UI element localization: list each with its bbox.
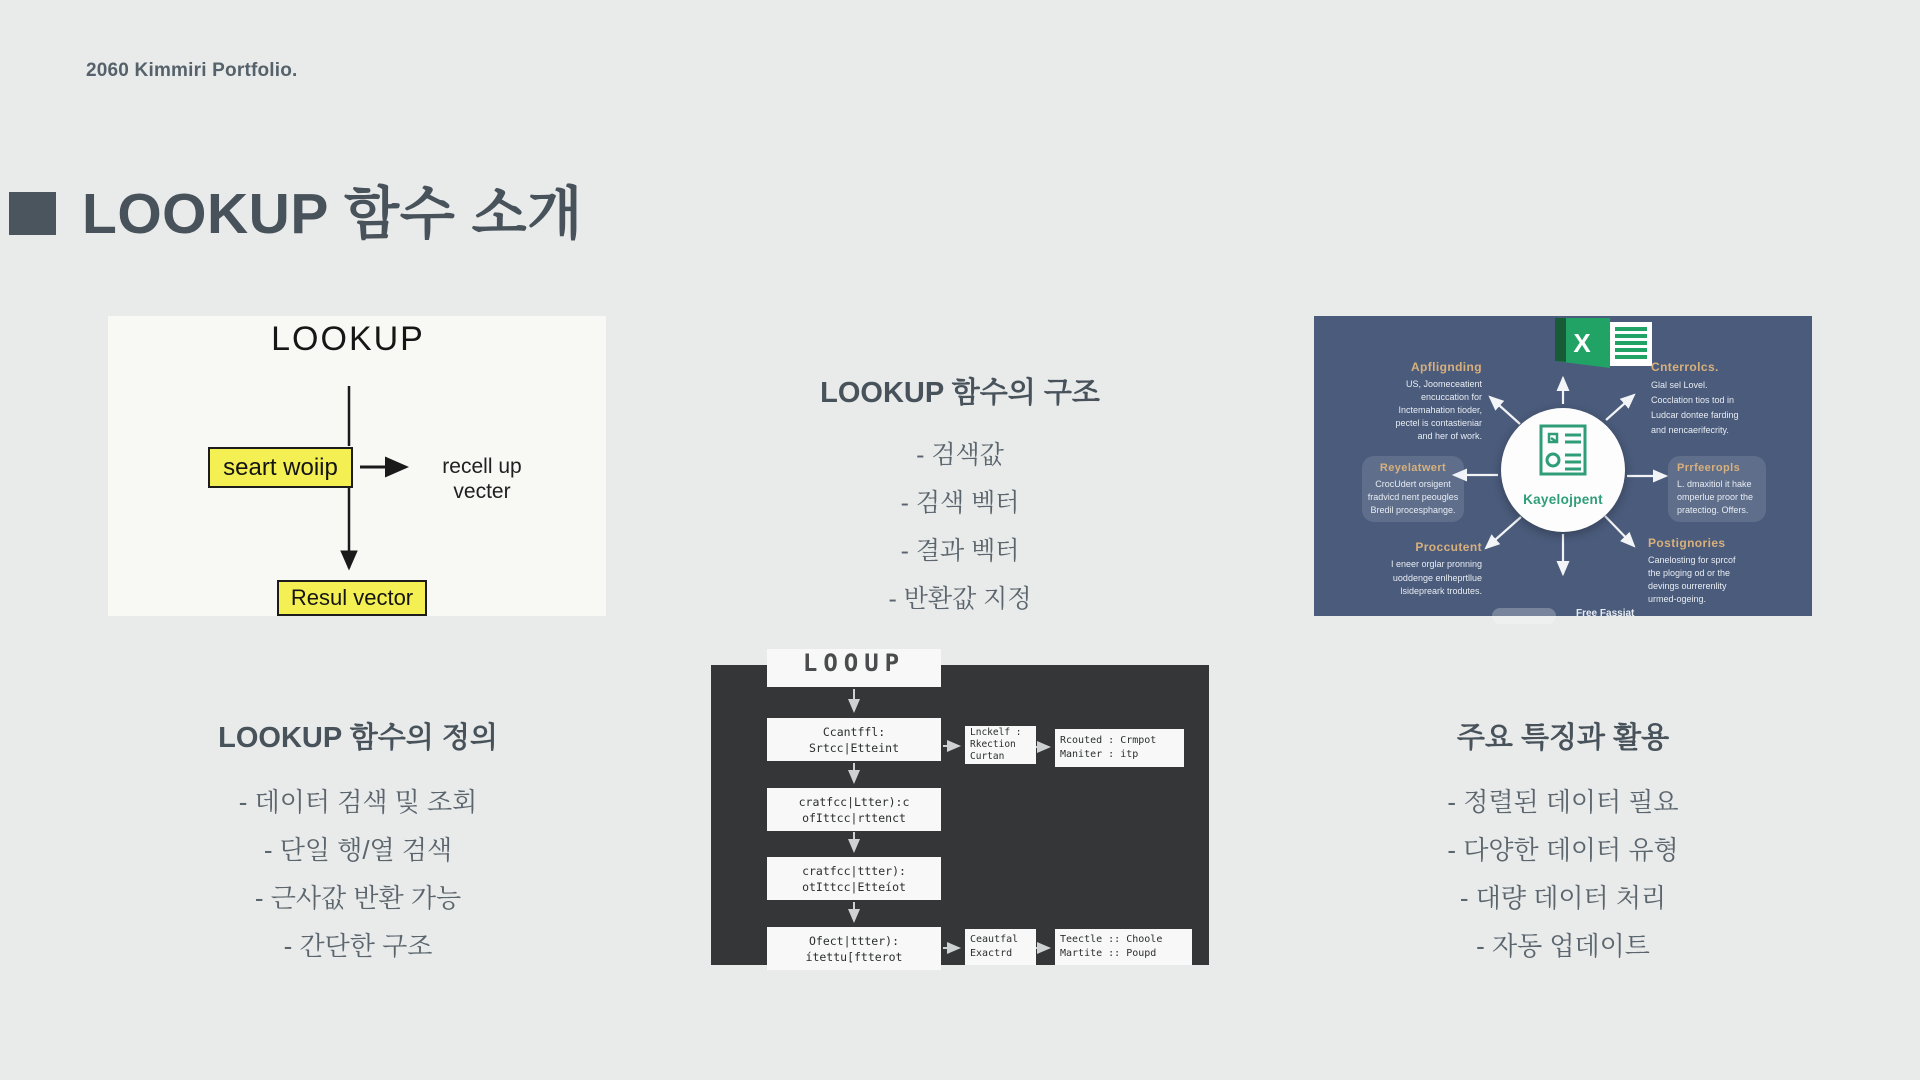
flow-side-box-1b: [1055, 729, 1184, 767]
definition-heading: LOOKUP 함수의 정의: [218, 722, 498, 754]
mindmap-midright-line: omperlue proor the: [1677, 492, 1754, 502]
flow-top-box: LOOUP: [767, 649, 941, 687]
structure-item: - 검색 벡터: [900, 489, 1020, 517]
structure-list: [710, 431, 1210, 623]
flowchart-image: [711, 649, 1209, 965]
features-item: - 다양한 데이터 유형: [1447, 835, 1679, 865]
mindmap-bottomright-block: [1648, 536, 1803, 606]
mindmap-bottomright-line: the ploging od or the: [1648, 568, 1731, 578]
lookup-vector-label-line2: vecter: [453, 480, 511, 503]
flow-box-1-line2: Srtcc|Etteint: [808, 740, 899, 755]
flow-box-3-line2: otIttcc|Etteíot: [802, 879, 906, 894]
flow-box-2-line2: ofIttcc|rttenct: [802, 810, 906, 825]
flow-side-1a-line3: Curtan: [970, 751, 1005, 762]
flow-box-4: [767, 927, 941, 970]
mindmap-topleft-line: Inctemahation tioder,: [1398, 405, 1482, 415]
features-item: - 정렬된 데이터 필요: [1447, 787, 1679, 817]
mindmap-midright-line: L. dmaxitiol it hake: [1677, 479, 1752, 489]
mindmap-topright-line: Ludcar dontee farding: [1651, 410, 1739, 420]
flow-box-3-line1: cratfcc|ttter):: [802, 863, 906, 878]
mindmap-topleft-block: [1332, 360, 1482, 443]
flow-side-1b-line1: Rcouted : Crmpot: [1060, 735, 1157, 746]
features-list: [1313, 778, 1813, 970]
structure-heading: LOOKUP 함수의 구조: [820, 377, 1100, 409]
title-accent-square: [9, 192, 56, 235]
flow-box-3: [767, 857, 941, 900]
mindmap-topleft-line: encuccation for: [1420, 392, 1482, 402]
mindmap-midleft-box: [1362, 456, 1464, 522]
document-icon: [1537, 422, 1589, 478]
excel-icon: [1552, 316, 1656, 370]
structure-item: - 반환값 지정: [888, 585, 1032, 613]
mindmap-topright-line: and nencaerifecrity.: [1651, 425, 1729, 435]
flow-side-1a-line2: Rkection: [970, 739, 1016, 750]
mindmap-topright-line: Glal sel Lovel.: [1651, 380, 1708, 390]
mindmap-image: [1314, 316, 1812, 619]
flow-side-box-2b: [1055, 929, 1192, 965]
mindmap-topleft-line: and her of work.: [1417, 431, 1482, 441]
features-item: - 대량 데이터 처리: [1459, 883, 1667, 913]
mindmap-bottomleft-heading: Proccutent: [1415, 540, 1482, 554]
mindmap-midright-line: pratectiog. Offers.: [1677, 505, 1749, 515]
center-node-label: Kayelojpent: [1523, 492, 1603, 507]
mindmap-bottomright-heading: Postignories: [1648, 536, 1726, 550]
mindmap-midleft-line: fradvicd nent peougles: [1367, 492, 1459, 502]
flow-box-4-line2: ítettu[ftterot: [805, 949, 903, 964]
structure-item: - 결과 벡터: [900, 537, 1020, 565]
features-heading: 주요 특징과 활용: [1456, 722, 1670, 754]
mindmap-topleft-heading: Apflignding: [1410, 360, 1482, 374]
mindmap-midright-heading: Prrfeeropls: [1677, 462, 1741, 474]
mindmap-midleft-heading: Reyelatwert: [1379, 462, 1447, 474]
mindmap-bottomleft-block: [1332, 540, 1482, 599]
flow-box-1-line1: Ccantffl:: [822, 724, 886, 739]
flow-side-2b-line2: Martite :: Poupd: [1060, 948, 1157, 959]
svg-text:X: X: [1573, 328, 1591, 358]
mindmap-bottomright-line: urmed-ogeing.: [1648, 594, 1707, 604]
flow-box-2-line1: cratfcc|Ltter):c: [798, 794, 910, 809]
features-item: - 자동 업데이트: [1476, 931, 1650, 961]
flow-side-2b-line1: Teectle :: Choole: [1060, 934, 1163, 945]
result-vector-box: Resul vector: [277, 580, 427, 616]
mindmap-bottomleft-line: lsidepreark trodutes.: [1400, 586, 1482, 596]
definition-item: - 데이터 검색 및 조회: [238, 787, 478, 817]
definition-list: [108, 778, 608, 970]
mindmap-topright-block: [1651, 360, 1806, 438]
flow-side-2a-line2: Exactrd: [970, 948, 1013, 959]
structure-item: - 검색값: [916, 441, 1004, 469]
lookup-vector-label: [424, 454, 540, 504]
flow-box-1: [767, 718, 941, 761]
lookup-diagram-image: [108, 316, 606, 616]
definition-item: - 간단한 구조: [283, 931, 433, 961]
mindmap-midleft-line: CrocUdert orsigent: [1375, 479, 1451, 489]
mindmap-topright-line: Cocclation tios tod in: [1651, 395, 1735, 405]
flow-side-box-2a: [965, 929, 1036, 965]
definition-item: - 단일 행/열 검색: [263, 835, 453, 865]
mindmap-topleft-line: US, Joomeceatient: [1405, 379, 1482, 389]
lookup-vector-label-line1: recell up: [442, 455, 522, 478]
center-node: [1501, 408, 1625, 532]
watermark: 2060 Kimmiri Portfolio.: [86, 60, 298, 81]
flow-side-box-1a: [965, 726, 1036, 764]
page-title: LOOKUP 함수 소개: [82, 182, 583, 246]
mindmap-bottomright-line: Canelosting for sprcof: [1648, 555, 1736, 565]
mindmap-bottomright-line: devings ourrerenlity: [1648, 581, 1727, 591]
lookup-diagram-title: LOOKUP: [271, 320, 425, 358]
flow-box-2: [767, 788, 941, 831]
definition-item: - 근사값 반환 가능: [254, 883, 462, 913]
mindmap-topright-heading: Cnterrolcs.: [1651, 360, 1719, 374]
mindmap-topleft-line: pectel is contastieniar: [1395, 418, 1482, 428]
mindmap-midleft-line: Bredil procesphange.: [1370, 505, 1456, 515]
flow-side-1b-line2: Maniter : itp: [1060, 749, 1139, 760]
flow-box-4-line1: Ofect|ttter):: [808, 933, 899, 948]
flow-side-1a-line1: Lnckelf :: [970, 727, 1022, 738]
mindmap-midright-box: [1668, 456, 1766, 522]
search-value-box: seart woiip: [208, 447, 353, 488]
flow-side-2a-line1: Ceautfal: [970, 934, 1019, 945]
mindmap-partial-pill: [1492, 608, 1556, 624]
mindmap-bottomleft-line: I eneer orglar pronning: [1390, 559, 1482, 569]
mindmap-partial-text: Free Fassiat: [1576, 608, 1635, 619]
mindmap-bottomleft-line: uoddenge enlheprtllue: [1392, 572, 1482, 583]
